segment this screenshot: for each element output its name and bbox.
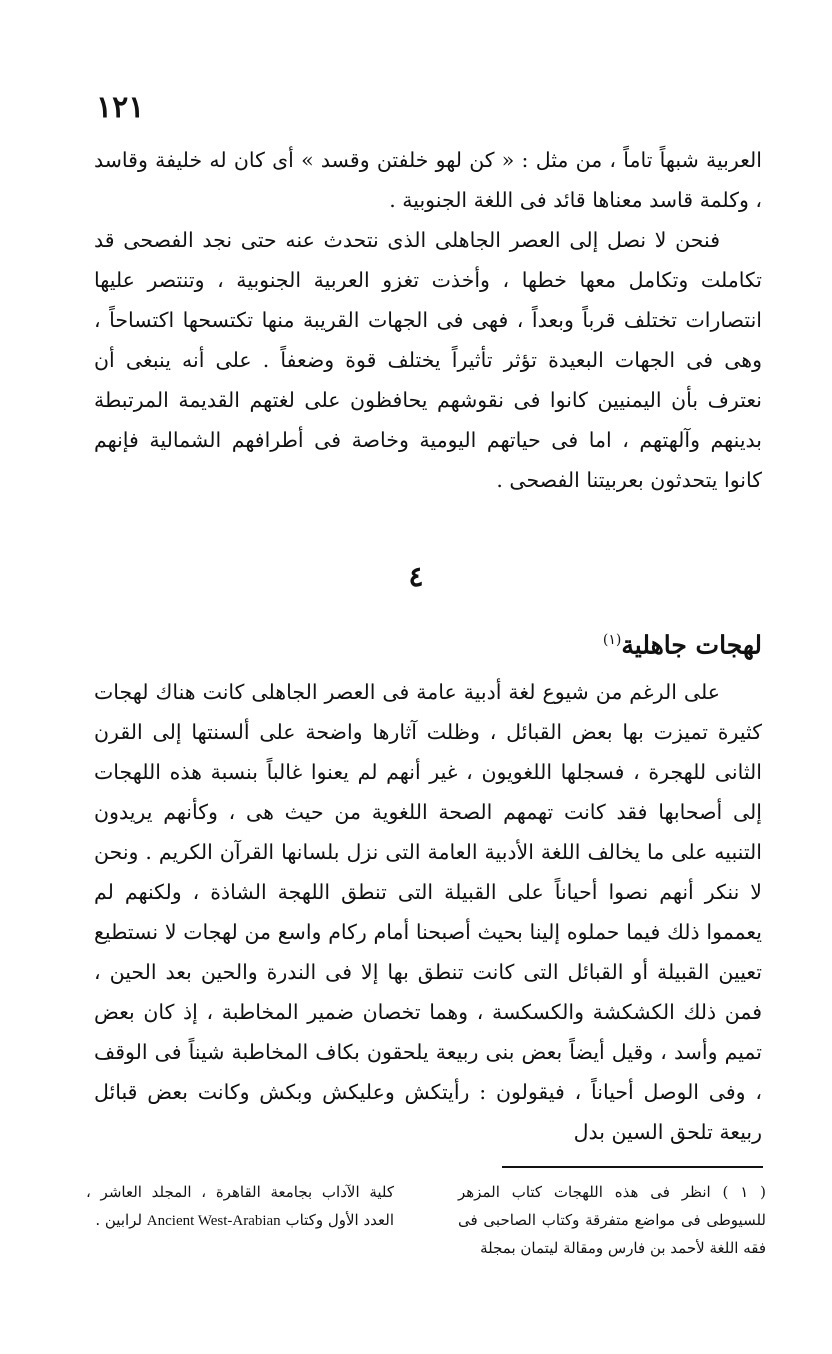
heading-title: لهجات جاهلية [621, 630, 762, 660]
footnote-ref: (١) [602, 632, 622, 648]
footnote-1-part-2 [86, 1178, 394, 1235]
book-title-latin: Ancient West-Arabian [146, 1213, 281, 1229]
footnote-author: لرابين . [95, 1211, 143, 1229]
paragraph-1: العربية شبهاً تاماً ، من مثل : « كن لهو خلفتن وقسد » أى كان له خليفة وقاسد ، وكلمة قاسد معناها قائد فى اللغة الجنوبية . [94, 148, 762, 212]
section-number: ٤ [408, 560, 424, 593]
text-block-top [94, 140, 762, 500]
page-number: ١٢١ [96, 90, 145, 125]
footnote-text: كلية الآداب بجامعة القاهرة ، المجلد العاشر ، العدد الأول وكتاب [86, 1183, 394, 1229]
section-heading [603, 618, 762, 667]
text-block-main [94, 672, 762, 1152]
footnote-1-part-1: ( ١ ) انظر فى هذه اللهجات كتاب المزهر للسيوطى فى مواضع متفرقة وكتاب الصاحبى فى فقه اللغة لأحمد بن فارس ومقالة ليتمان بمجلة [458, 1183, 766, 1257]
paragraph-2: فنحن لا نصل إلى العصر الجاهلى الذى نتحدث عنه حتى نجد الفصحى قد تكاملت وتكامل معها خطها ، وأخذت تغزو العربية الجنوبية ، وتنتصر عليها انتصارات تختلف قرباً وبعداً ، فهى فى الجهات القريبة منها تكتسحها اكتساحاً ، وهى فى الجهات البعيدة تؤثر تأثيراً يختلف قوة وضعفاً . على أنه ينبغى أن نعترف بأن اليمنيين كانوا فى نقوشهم يحافظون على لغتهم القديمة المرتبطة بدينهم وآلهتهم ، اما فى حياتهم اليومية وخاصة فى أطرافهم الشمالية فإنهم كانوا يتحدثون بعربيتنا الفصحى . [94, 228, 762, 492]
footnote-divider [502, 1166, 763, 1168]
paragraph-3: على الرغم من شيوع لغة أدبية عامة فى العصر الجاهلى كانت هناك لهجات كثيرة تميزت بها بعض القبائل ، وظلت آثارها واضحة على ألسنتها إلى القرن الثانى للهجرة ، فسجلها اللغويون ، غير أنهم لم يعنوا غالباً بنسبة هذه اللهجات إلى أصحابها فقد كانت تهمهم الصحة اللغوية من حيث هى ، وكأنهم يريدون التنبيه على ما يخالف اللغة الأدبية العامة التى نزل بلسانها القرآن الكريم . ونحن لا ننكر أنهم نصوا أحياناً على القبيلة التى تنطق اللهجة الشاذة ، ولكنهم لم يعمموا ذلك فيما حملوه إلينا بحيث أصبحنا أمام ركام واسع من لهجات لا نستطيع تعيين القبيلة أو القبائل التى كانت تنطق بها إلا فى الندرة والحين بعد الحين ، فمن ذلك الكشكشة والكسكسة ، وهما تخصان ضمير المخاطبة ، إذ كان بعض تميم وأسد ، وقيل أيضاً بعض بنى ربيعة يلحقون بكاف المخاطبة شيناً فى الوقف ، وفى الوصل أحياناً ، فيقولون : رأيتكش وعليكش وبكش وكانت بعض قبائل ربيعة تلحق السين بدل [94, 680, 762, 1144]
